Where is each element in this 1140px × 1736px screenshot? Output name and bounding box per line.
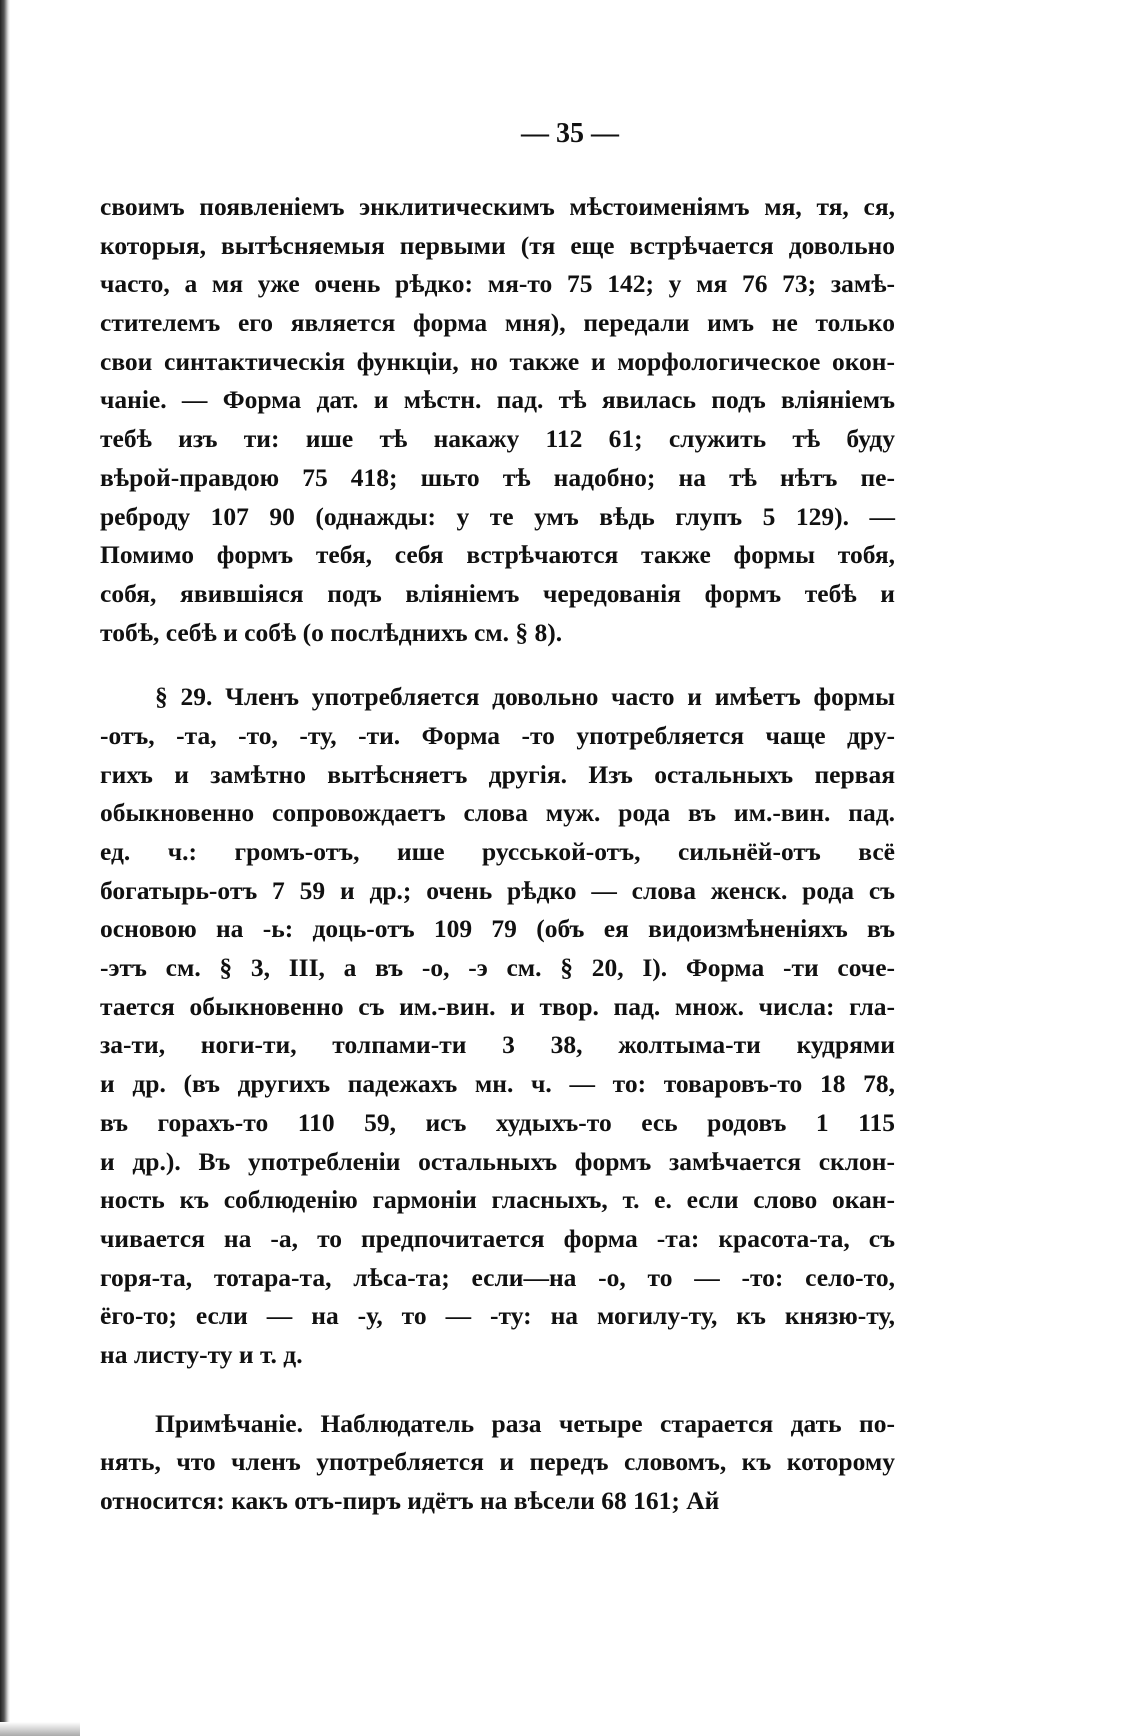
text-line: чивается на -а, то предпочитается форма -та: красота-та, съ — [100, 1223, 895, 1253]
page-number: — 35 — — [521, 118, 619, 149]
text-line: и др.). Въ употребленіи остальныхъ формъ замѣчается склон- — [100, 1146, 895, 1176]
text-line: обыкновенно сопровождаетъ слова муж. рода въ им.-вин. пад. — [100, 798, 895, 828]
scan-left-edge — [0, 0, 10, 1736]
text-line: свои синтактическія функціи, но также и морфологическое окон- — [100, 346, 895, 376]
text-line: Помимо формъ тебя, себя встрѣчаются также формы тобя, — [100, 540, 895, 570]
text-line: богатырь-отъ 7 59 и др.; очень рѣдко — слова женск. рода съ — [100, 875, 895, 905]
text-line: основою на -ь: доць-отъ 109 79 (объ ея видоизмѣненіяхъ въ — [100, 914, 895, 944]
text-line: своимъ появленіемъ энклитическимъ мѣстоименіямъ мя, тя, ся, — [100, 192, 895, 221]
text-line: гихъ и замѣтно вытѣсняетъ другія. Изъ остальныхъ первая — [100, 759, 895, 789]
text-line: § 29. Членъ употребляется довольно часто и имѣетъ формы — [155, 682, 895, 712]
paragraph-gap — [100, 652, 895, 678]
text-line: которыя, вытѣсняемыя первыми (тя еще встрѣчается довольно — [100, 230, 895, 260]
scan-bottom-edge — [0, 1722, 80, 1736]
text-line: тобѣ, себѣ и собѣ (о послѣднихъ см. § 8). — [100, 617, 563, 647]
paragraph-p1 — [100, 188, 895, 652]
text-line: ед. ч.: громъ-отъ, ише русськой-отъ, сильнёй-отъ всё — [100, 837, 895, 866]
text-line: часто, а мя уже очень рѣдко: мя-то 75 142; у мя 76 73; замѣ- — [100, 269, 895, 299]
text-line: тается обыкновенно съ им.-вин. и твор. пад. множ. числа: гла- — [100, 991, 895, 1021]
text-line: чаніе. — Форма дат. и мѣстн. пад. тѣ явилась подъ вліяніемъ — [100, 385, 895, 415]
paragraph-gap — [100, 1375, 895, 1405]
text-line: ёго-то; если — на -у, то — -ту: на могилу-ту, къ князю-ту, — [100, 1301, 895, 1331]
text-line: за-ти, ноги-ти, толпами-ти 3 38, жолтыма-ти кудрями — [100, 1030, 895, 1060]
text-line: и др. (въ другихъ падежахъ мн. ч. — то: товаровъ-то 18 78, — [100, 1069, 895, 1099]
text-line: относится: какъ отъ-пиръ идётъ на вѣсели 68 161; Ай — [100, 1486, 720, 1515]
paragraph-p2 — [100, 678, 895, 1374]
paragraph-p3 — [100, 1405, 895, 1521]
page-body — [100, 188, 895, 1521]
text-line: собя, явившіяся подъ вліяніемъ чередованія формъ тебѣ и — [100, 578, 895, 608]
text-line: стителемъ его является форма мня), передали имъ не только — [100, 308, 895, 338]
text-line: тебѣ изъ ти: ише тѣ накажу 112 61; служить тѣ буду — [100, 424, 895, 454]
text-line: реброду 107 90 (однажды: у те умъ вѣдь глупъ 5 129). — — [100, 501, 895, 531]
text-line: Примѣчаніе. Наблюдатель раза четыре старается дать по- — [155, 1408, 895, 1438]
text-line: нять, что членъ употребляется и передъ словомъ, къ которому — [100, 1447, 895, 1477]
text-line: -этъ см. § 3, III, а въ -о, -э см. § 20, I). Форма -ти соче- — [100, 953, 895, 983]
text-line: въ горахъ-то 110 59, исъ худыхъ-то есь родовъ 1 115 — [100, 1107, 895, 1137]
text-line: на листу-ту и т. д. — [100, 1339, 303, 1369]
text-line: вѣрой-правдою 75 418; шьто тѣ надобно; на тѣ нѣтъ пе- — [100, 462, 895, 492]
text-line: -отъ, -та, -то, -ту, -ти. Форма -то употребляется чаще дру- — [100, 720, 895, 750]
text-line: ность къ соблюденію гармоніи гласныхъ, т. е. если слово окан- — [100, 1185, 895, 1215]
text-line: горя-та, тотара-та, лѣса-та; если—на -о, то — -то: село-то, — [100, 1262, 895, 1292]
